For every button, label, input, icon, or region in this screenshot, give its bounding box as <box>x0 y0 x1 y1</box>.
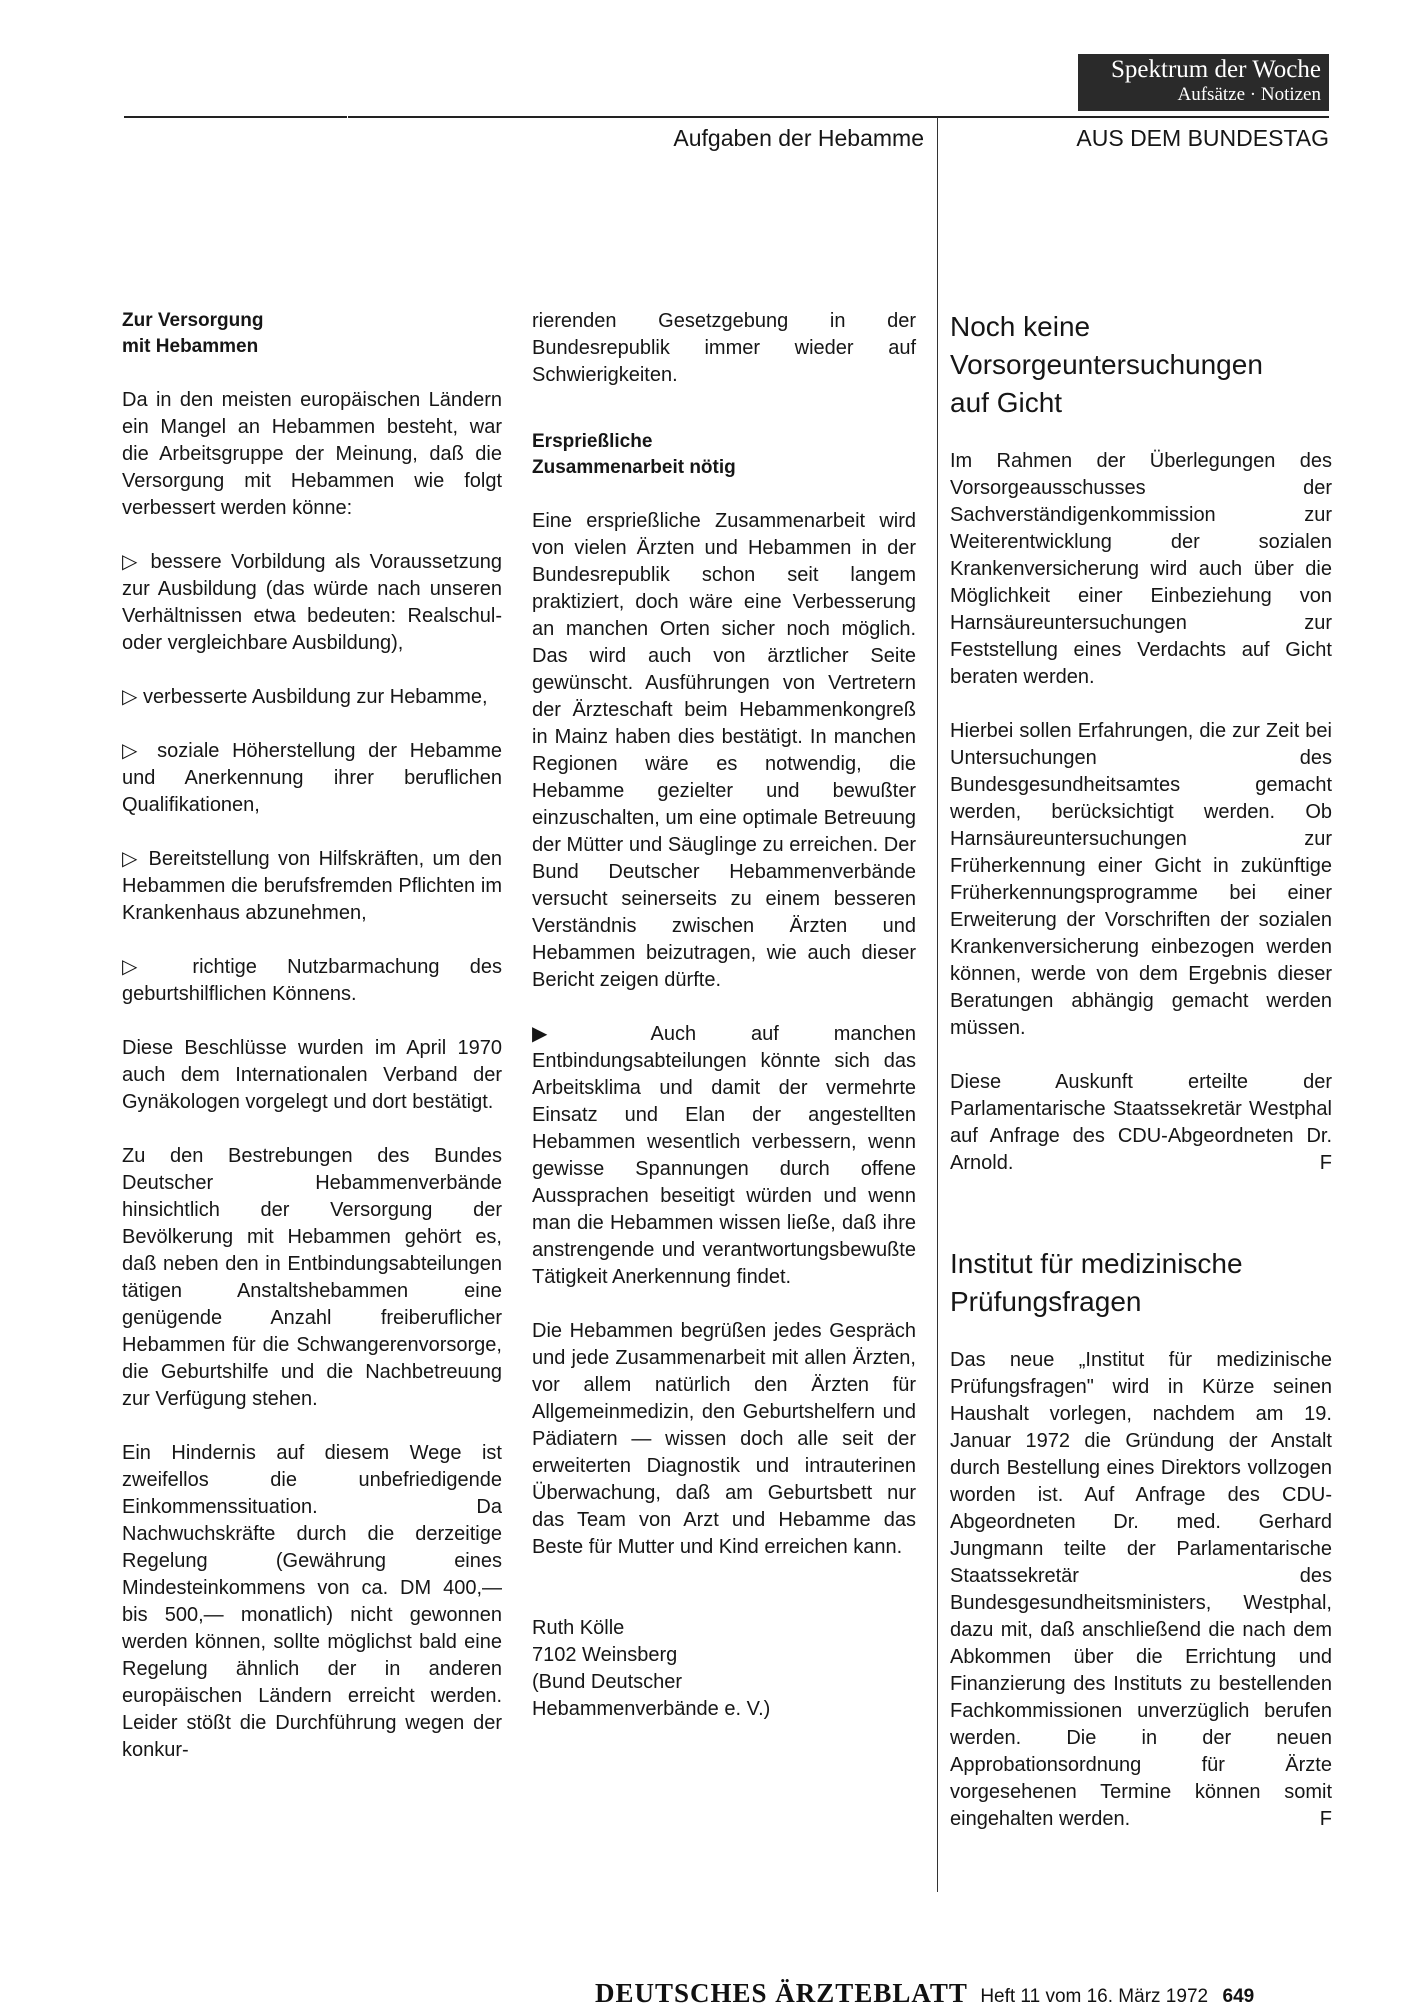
triangle-outline-icon: ▷ <box>122 686 143 708</box>
author-initial: F <box>1319 1808 1332 1830</box>
section-badge <box>1078 54 1329 111</box>
triangle-outline-icon: ▷ <box>122 740 158 762</box>
page-footer <box>595 1978 1332 2009</box>
paragraph: Die Hebammen begrüßen jedes Gespräch und jede Zusammenarbeit mit allen Ärzten, vor allem natürlich den Ärzten für Allgemeinmedizin, den Geburtshelfern und Pädiatern — wissen doch alle seit der erweiterten Diagnostik und intrauterinen Überwachung, daß am Geburtsbett nur das Team von Arzt und Hebamme das Beste für Mutter und Kind erreichen kann. <box>532 1320 916 1558</box>
section-label-left: Aufgaben der Hebamme <box>673 125 924 151</box>
triangle-filled-icon: ▶ <box>532 1023 651 1045</box>
bullet-item: ▷ Bereitstellung von Hilfskräften, um den Hebammen die berufsfremden Pflichten im Krankenhaus abzunehmen, <box>122 848 502 924</box>
bullet-item: ▷ richtige Nutzbarmachung des geburtshilflichen Könnens. <box>122 956 503 1005</box>
paragraph: rierenden Gesetzgebung in der Bundesrepublik immer wieder auf Schwierigkeiten. <box>532 310 916 386</box>
column-divider <box>937 117 938 1892</box>
paragraph: Hierbei sollen Erfahrungen, die zur Zeit bei Untersuchungen des Bundesgesundheitsamtes gemacht werden, berücksichtigt werden. Ob Harnsäureuntersuchungen zur Früherkennung einer Gicht in zukünftige Früherkennungsprogramme bei einer Erweiterung der Vorschriften der sozialen Krankenversicherung einbezogen werden können, werde von dem Ergebnis dieser Beratungen abhängig gemacht werden müssen. <box>950 720 1332 1039</box>
paragraph: Da in den meisten europäischen Ländern ein Mangel an Hebammen besteht, war die Arbeitsgruppe der Meinung, daß die Versorgung mit Hebammen wie folgt verbessert werden könne: <box>122 389 502 519</box>
article-title-institut: Institut für medizinische Prüfungsfragen <box>950 1248 1243 1317</box>
section-label-right: AUS DEM BUNDESTAG <box>1076 125 1329 151</box>
author-initial: F <box>1319 1152 1332 1174</box>
column-3 <box>950 308 1332 1860</box>
heading-zusammenarbeit: Ersprießliche Zusammenarbeit nötig <box>532 431 736 478</box>
page-number: 649 <box>1222 1986 1255 2007</box>
paragraph: Ein Hindernis auf diesem Wege ist zweifellos die unbefriedigende Einkommenssituation. Da Nachwuchskräfte durch die derzeitige Regelung (Gewährung eines Mindesteinkommens von ca. DM 400,— bis 500,— monatlich) nicht gewonnen werden können, sollte möglichst bald eine Regelung ähnlich der in anderen europäischen Ländern erreicht werden. Leider stößt die Durchführung wegen der konkur- <box>122 1442 502 1761</box>
badge-line-1: Spektrum der Woche <box>1111 56 1321 83</box>
column-1 <box>122 308 502 1791</box>
header-rule-left <box>124 116 347 118</box>
bullet-item: ▷ soziale Höherstellung der Hebamme und Anerkennung ihrer beruflichen Qualifikationen, <box>122 740 503 816</box>
badge-line-2: Aufsätze · Notizen <box>1177 84 1321 105</box>
paragraph: Diese Auskunft erteilte der Parlamentarische Staatssekretär Westphal auf Anfrage des CDU-Abgeordneten Dr. Arnold. F <box>950 1069 1332 1177</box>
issue-info: Heft 11 vom 16. März 1972 <box>980 1986 1209 2007</box>
author-signature: Ruth Kölle 7102 Weinsberg (Bund Deutscher Hebammenverbände e. V.) <box>532 1617 771 1720</box>
bullet-item: ▶ Auch auf manchen Entbindungsabteilungen könnte sich das Arbeitsklima und damit der vermehrte Einsatz und Elan der angestellten Hebammen wesentlich verbessern, wenn gewisse Spannungen durch offene Aussprachen beseitigt würden und wenn man die Hebammen wissen ließe, daß ihre anstrengende und verantwortungsbewußte Tätigkeit Anerkennung findet. <box>532 1023 916 1288</box>
article-title-gicht: Noch keine Vorsorgeuntersuchungen auf Gicht <box>950 311 1263 418</box>
paragraph: Das neue „Institut für medizinische Prüfungsfragen" wird in Kürze seinen Haushalt vorlegen, nachdem am 19. Januar 1972 die Gründung der Anstalt durch Bestellung eines Direktors vollzogen worden ist. Auf Anfrage des CDU-Abgeordneten Dr. med. Gerhard Jungmann teilte der Parlamentarische Staatssekretär des Bundesgesundheitsministers, Westphal, dazu mit, daß anschließend die nach dem Abkommen über die Errichtung und Finanzierung des Instituts zu bestellenden Fachkommissionen unverzüglich berufen werden. Die in der neuen Approbationsordnung für Ärzte vorgesehenen Termine können somit eingehalten werden. F <box>950 1347 1332 1833</box>
heading-versorgung: Zur Versorgung mit Hebammen <box>122 310 264 357</box>
bullet-item: ▷ bessere Vorbildung als Voraussetzung zur Ausbildung (das würde nach unseren Verhältnissen etwa bedeuten: Realschul- oder vergleichbare Ausbildung), <box>122 551 502 654</box>
paragraph: Im Rahmen der Überlegungen des Vorsorgeausschusses der Sachverständigenkommission zur Weiterentwicklung der sozialen Krankenversicherung wird auch über die Möglichkeit einer Einbeziehung von Harnsäureuntersuchungen zur Feststellung eines Verdachts auf Gicht beraten werden. <box>950 450 1332 688</box>
paragraph: Zu den Bestrebungen des Bundes Deutscher Hebammenverbände hinsichtlich der Versorgung der Bevölkerung mit Hebammen gehört es, daß neben den in Entbindungsabteilungen tätigen Anstaltshebammen eine genügende Anzahl freiberuflicher Hebammen für die Schwangerenvorsorge, die Geburtshilfe und die Nachbetreuung zur Verfügung stehen. <box>122 1145 502 1410</box>
triangle-outline-icon: ▷ <box>122 551 151 573</box>
triangle-outline-icon: ▷ <box>122 956 193 978</box>
column-2 <box>532 308 916 1750</box>
bullet-item: ▷ verbesserte Ausbildung zur Hebamme, <box>122 686 488 708</box>
header-rule-right <box>348 116 1329 118</box>
journal-masthead: DEUTSCHES ÄRZTEBLATT <box>595 1978 968 2008</box>
paragraph: Diese Beschlüsse wurden im April 1970 auch dem Internationalen Verband der Gynäkologen vorgelegt und dort bestätigt. <box>122 1037 502 1113</box>
triangle-outline-icon: ▷ <box>122 848 149 870</box>
paragraph: Eine ersprießliche Zusammenarbeit wird von vielen Ärzten und Hebammen in der Bundesrepublik schon seit langem praktiziert, doch wäre eine Verbesserung an manchen Orten sicher noch möglich. Das wird auch von ärztlicher Seite gewünscht. Ausführungen von Vertretern der Ärzteschaft beim Hebammenkongreß in Mainz haben dies bestätigt. In manchen Regionen wäre es notwendig, die Hebamme gezielter und bewußter einzuschalten, um eine optimale Betreuung der Mütter und Säuglinge zu erreichen. Der Bund Deutscher Hebammenverbände versucht seinerseits zu einem besseren Verständnis zwischen Ärzten und Hebammen beizutragen, wie auch dieser Bericht zeigen dürfte. <box>532 510 916 991</box>
